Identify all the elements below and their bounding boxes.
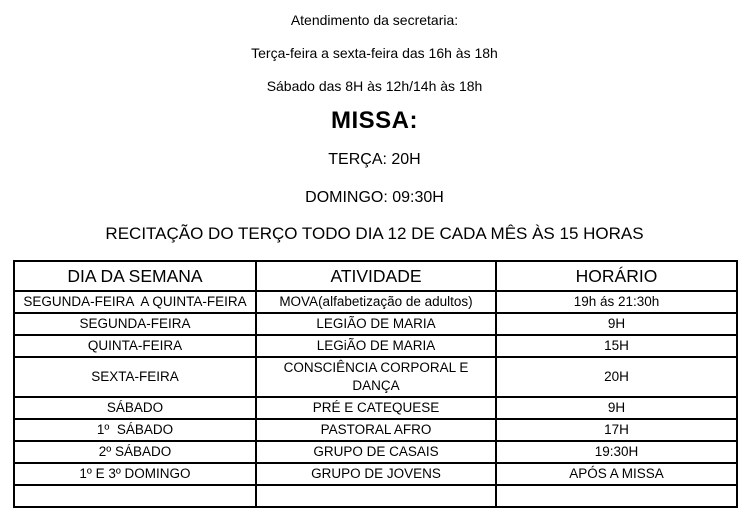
table-cell: 1º SÁBADO — [14, 419, 256, 441]
table-cell: 19:30H — [496, 441, 737, 463]
table-cell: SÁBADO — [14, 397, 256, 419]
table-cell: GRUPO DE JOVENS — [256, 463, 496, 485]
table-row — [14, 335, 737, 357]
table-row — [14, 441, 737, 463]
col-header-atividade: ATIVIDADE — [256, 261, 496, 291]
table-cell — [14, 485, 256, 507]
table-row — [14, 313, 737, 335]
table-cell: SEXTA-FEIRA — [14, 357, 256, 397]
table-cell: PRÉ E CATEQUESE — [256, 397, 496, 419]
table-cell: GRUPO DE CASAIS — [256, 441, 496, 463]
table-cell: 9H — [496, 313, 737, 335]
secretary-hours-saturday: Sábado das 8H às 12h/14h às 18h — [266, 78, 483, 94]
table-cell: SEGUNDA-FEIRA — [14, 313, 256, 335]
missa-tuesday-time: TERÇA: 20H — [328, 151, 421, 168]
table-row — [14, 463, 737, 485]
table-cell: 15H — [496, 335, 737, 357]
secretary-hours-title: Atendimento da secretaria: — [290, 12, 459, 28]
table-cell: APÓS A MISSA — [496, 463, 737, 485]
table-cell: 2º SÁBADO — [14, 441, 256, 463]
missa-heading: MISSA: — [331, 107, 418, 134]
schedule-table-body — [14, 291, 737, 507]
table-cell: 19h ás 21:30h — [496, 291, 737, 313]
table-row — [14, 485, 737, 507]
schedule-table — [13, 260, 738, 508]
col-header-dia-da-semana: DIA DA SEMANA — [14, 261, 256, 291]
table-header-row — [14, 261, 737, 291]
table-cell: SEGUNDA-FEIRA A QUINTA-FEIRA — [14, 291, 256, 313]
table-cell: 20H — [496, 357, 737, 397]
table-cell: 17H — [496, 419, 737, 441]
table-cell — [496, 485, 737, 507]
table-row — [14, 291, 737, 313]
table-row — [14, 419, 737, 441]
table-cell: QUINTA-FEIRA — [14, 335, 256, 357]
secretary-hours-weekdays: Terça-feira a sexta-feira das 16h às 18h — [251, 45, 498, 61]
col-header-horario: HORÁRIO — [496, 261, 737, 291]
table-cell — [256, 485, 496, 507]
table-cell: MOVA(alfabetização de adultos) — [256, 291, 496, 313]
missa-sunday-time: DOMINGO: 09:30H — [305, 189, 444, 206]
table-cell: 1º E 3º DOMINGO — [14, 463, 256, 485]
terco-recitation-note: RECITAÇÃO DO TERÇO TODO DIA 12 DE CADA MÊS ÀS 15 HORAS — [105, 224, 644, 243]
table-cell: LEGIÃO DE MARIA — [256, 313, 496, 335]
table-cell: PASTORAL AFRO — [256, 419, 496, 441]
table-cell: LEGiÃO DE MARIA — [256, 335, 496, 357]
table-cell: 9H — [496, 397, 737, 419]
table-cell: CONSCIÊNCIA CORPORAL E DANÇA — [256, 357, 496, 397]
table-row — [14, 397, 737, 419]
table-row — [14, 357, 737, 397]
